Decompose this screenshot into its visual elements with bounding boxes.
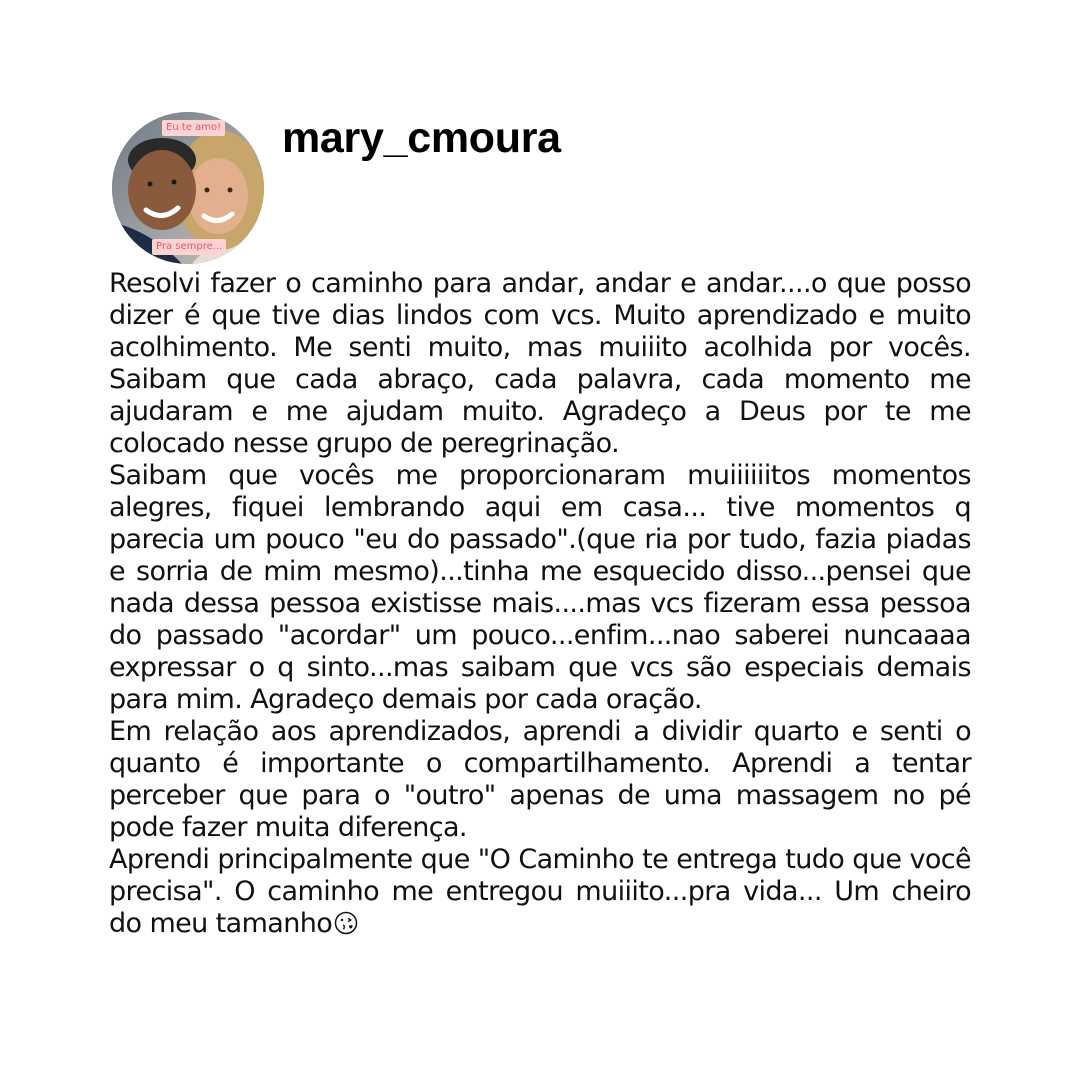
paragraph-4-text: Aprendi principalmente que "O Caminho te entrega tudo que você precisa". O caminho me entregou muiiito...pra vida... Um cheiro do meu tamanho [109,844,971,939]
sticker-pra-sempre: Pra sempre... [152,239,226,255]
paragraph-3: Em relação aos aprendizados, aprendi a dividir quarto e senti o quanto é importante o compartilhamento. Aprendi a tentar perceber que para o "outro" apenas de uma massagem no pé pode fazer muita diferença. [109,716,971,843]
sticker-eu-te-amo: Eu te amo! [162,120,225,136]
avatar [112,112,264,264]
paragraph-2: Saibam que vocês me proporcionaram muiiiiiitos momentos alegres, fiquei lembrando aqui em casa... tive momentos q parecia um pouco "eu do passado".(que ria por tudo, fazia piadas e sorria de mim mesmo)...tinha me esquecido disso...pensei que nada dessa pessoa existisse mais....mas vcs fizeram essa pessoa do passado "acordar" um pouco...enfim...nao saberei nuncaaaa expressar o q sinto...mas saibam que vcs são especiais demais para mim. Agradeço demais por cada oração. [109,460,971,715]
face-blowing-a-kiss-icon [334,911,358,935]
username: mary_cmoura [282,114,561,162]
paragraph-1: Resolvi fazer o caminho para andar, andar e andar....o que posso dizer é que tive dias lindos com vcs. Muito aprendizado e muito acolhimento. Me senti muito, mas muiiito acolhida por vocês. Saibam que cada abraço, cada palavra, cada momento me ajudaram e me ajudam muito. Agradeço a Deus por te me colocado nesse grupo de peregrinação. [109,268,971,459]
post-header [112,112,972,262]
post-body [109,268,971,940]
paragraph-4 [109,844,971,940]
